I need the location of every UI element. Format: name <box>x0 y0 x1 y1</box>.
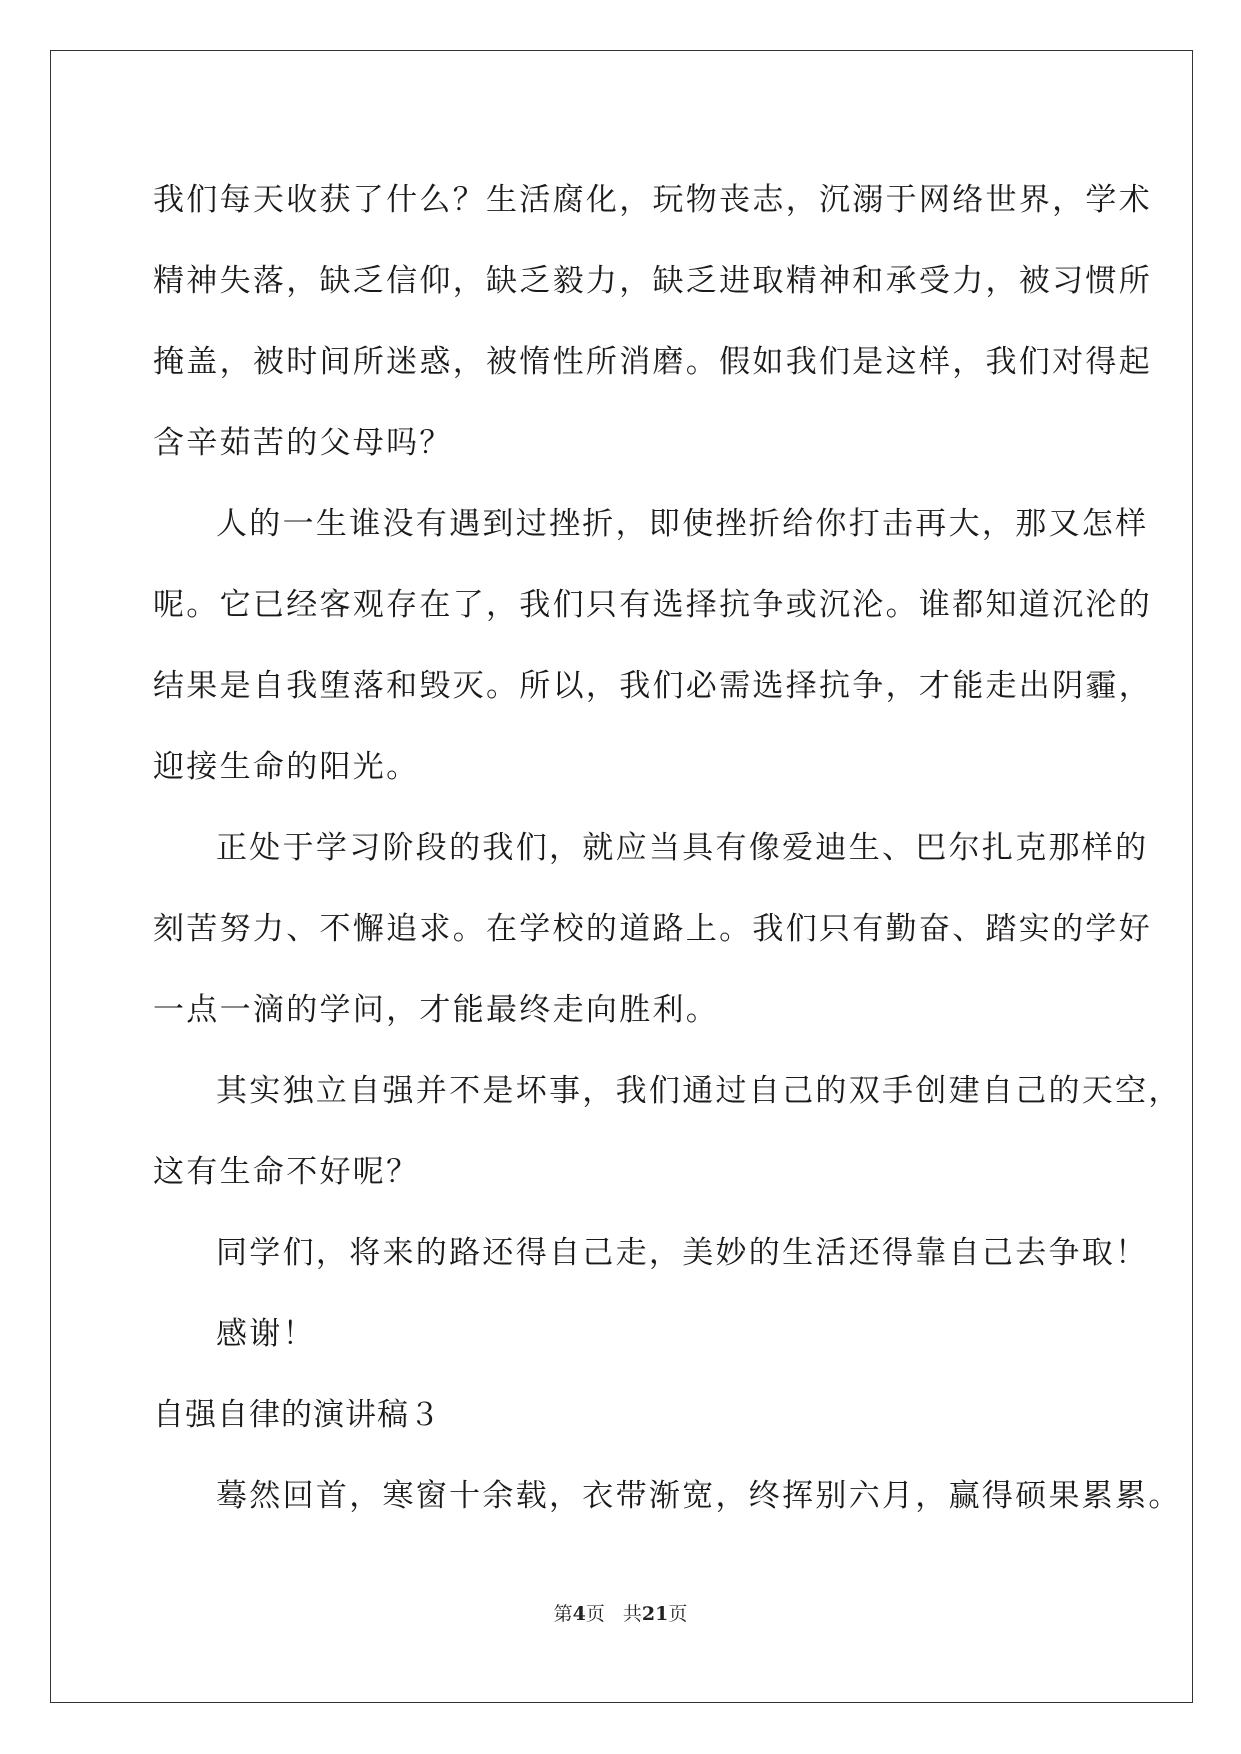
paragraph-line: 人的一生谁没有遇到过挫折，即使挫折给你打击再大，那又怎样 <box>216 506 1149 542</box>
paragraph-line: 这有生命不好呢？ <box>153 1154 420 1190</box>
paragraph-line: 含辛茹苦的父母吗？ <box>153 425 453 461</box>
page-prefix: 第 <box>553 1603 573 1625</box>
paragraph-line: 感谢！ <box>216 1316 316 1352</box>
document-body <box>153 160 1182 1537</box>
total-suffix: 页 <box>668 1603 688 1625</box>
page-footer <box>0 1599 1241 1626</box>
paragraph-line: 我们每天收获了什么？生活腐化，玩物丧志，沉溺于网络世界，学术 <box>153 182 1152 218</box>
paragraph-line: 同学们，将来的路还得自己走，美妙的生活还得靠自己去争取！ <box>216 1235 1149 1271</box>
paragraph-line: 结果是自我堕落和毁灭。所以，我们必需选择抗争，才能走出阴霾， <box>153 668 1152 704</box>
paragraph <box>153 160 1152 484</box>
paragraph <box>153 808 1152 1051</box>
paragraph-line: 一点一滴的学问，才能最终走向胜利。 <box>153 992 720 1028</box>
page-label: 页 <box>585 1603 605 1625</box>
paragraph-line: 呢。它已经客观存在了，我们只有选择抗争或沉沦。谁都知道沉沦的 <box>153 587 1152 623</box>
paragraph <box>153 1213 1149 1294</box>
total-prefix: 共 <box>622 1603 642 1625</box>
heading-text: 自强自律的演讲稿３ <box>153 1397 441 1433</box>
paragraph-line: 其实独立自强并不是坏事，我们通过自己的双手创建自己的天空， <box>216 1073 1182 1109</box>
page-current-number: 4 <box>572 1603 586 1625</box>
paragraph-line: 迎接生命的阳光。 <box>153 749 420 785</box>
paragraph-line: 蓦然回首，寒窗十余载，衣带渐宽，终挥别六月，赢得硕果累累。 <box>216 1478 1182 1514</box>
paragraph <box>153 484 1152 808</box>
page-total-number: 21 <box>641 1603 669 1625</box>
paragraph <box>153 1456 1182 1537</box>
paragraph <box>153 1294 1093 1375</box>
paragraph <box>153 1051 1182 1213</box>
paragraph-line: 正处于学习阶段的我们，就应当具有像爱迪生、巴尔扎克那样的 <box>216 830 1149 866</box>
paragraph-line: 精神失落，缺乏信仰，缺乏毅力，缺乏进取精神和承受力，被习惯所 <box>153 263 1152 299</box>
paragraph-line: 刻苦努力、不懈追求。在学校的道路上。我们只有勤奋、踏实的学好 <box>153 911 1152 947</box>
section-heading <box>153 1375 1093 1456</box>
paragraph-line: 掩盖，被时间所迷惑，被惰性所消磨。假如我们是这样，我们对得起 <box>153 344 1152 380</box>
